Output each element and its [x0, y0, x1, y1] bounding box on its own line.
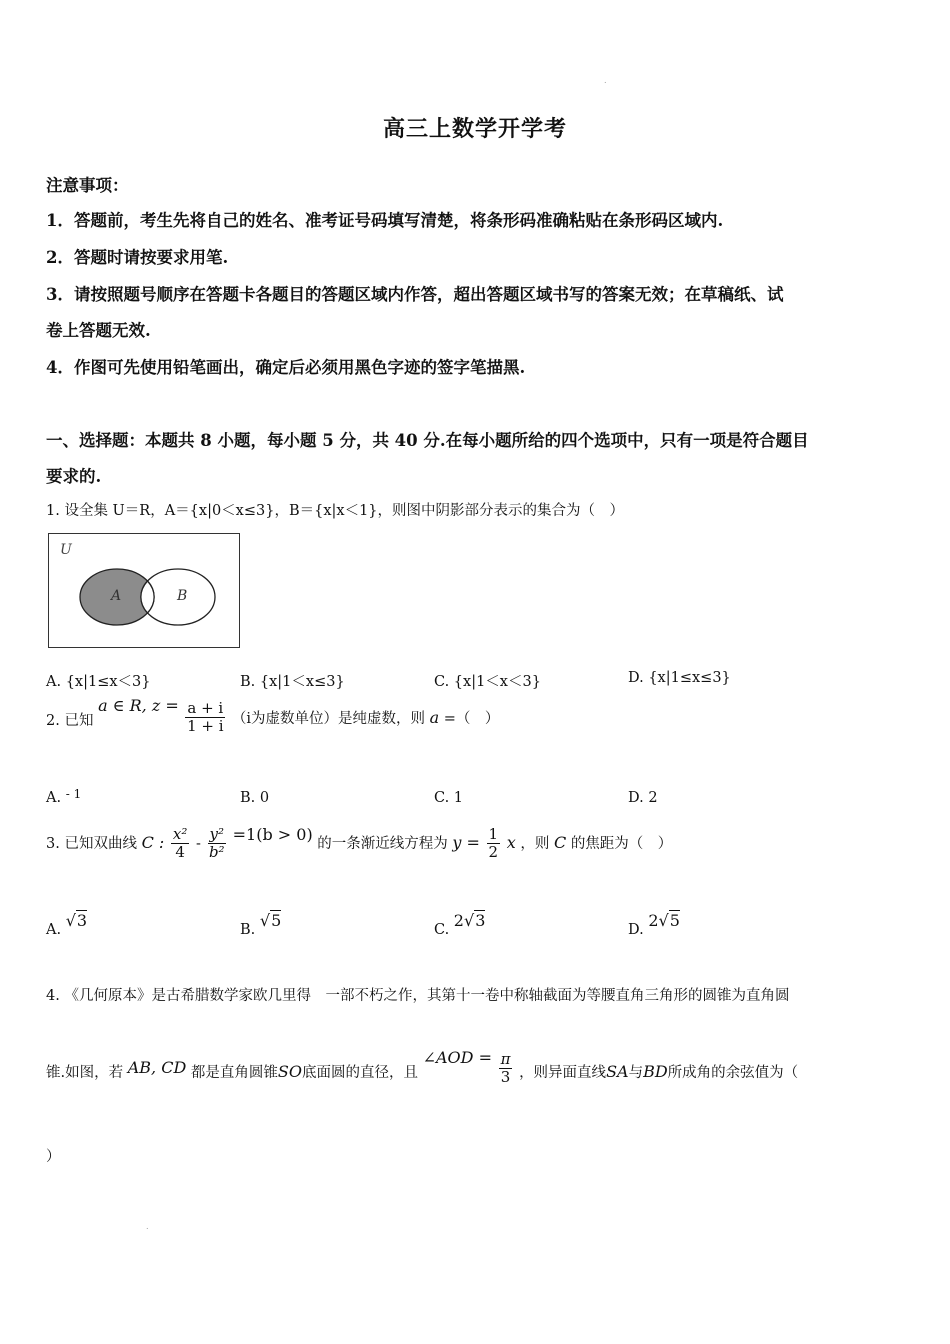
q1-option-d: D. {x|1≤x≤3} [628, 670, 731, 686]
q2-option-a-label: A. [46, 790, 62, 806]
q2-option-c: C. 1 [434, 790, 464, 806]
q4-text-b: 都是直角圆锥 [190, 1064, 278, 1081]
venn-label-u: U [60, 542, 72, 558]
q3-option-d-value: 5 [669, 911, 680, 930]
q3-asym-y: y = [452, 832, 480, 852]
section-heading-cont: 要求的. [46, 467, 102, 486]
q3-prefix: 3. 已知双曲线 [46, 835, 137, 852]
scan-mark-bottom: . [146, 1222, 149, 1231]
q3-asym-x: x [506, 832, 516, 852]
scan-mark-top: . [604, 76, 607, 85]
q4-text-a: 锥.如图，若 [46, 1064, 124, 1081]
q3-frac-x [171, 826, 189, 862]
venn-svg [49, 534, 239, 647]
question-4-line-1: 4. 《几何原本》是古希腊数学家欧几里得 一部不朽之作，其第十一卷中称轴截面为等腰直角三角形的圆锥为直角圆 [46, 988, 790, 1004]
q3-four: 4 [175, 843, 185, 862]
q2-frac-num: a + i [187, 699, 224, 717]
q2-suffix-1: （ [231, 710, 247, 727]
q2-expr: a ∈ R, z = [98, 695, 179, 715]
q1-option-b: B. {x|1＜x≤3} [240, 674, 345, 690]
q1-option-c: C. {x|1＜x＜3} [434, 674, 541, 690]
q4-angle: ∠AOD = [422, 1047, 492, 1067]
question-4-line-2 [46, 1047, 799, 1091]
q3-option-a [46, 911, 88, 938]
q2-prefix: 2. 已知 [46, 712, 94, 729]
q3-tail-2: 的焦距为（ ） [570, 835, 673, 852]
notice-item-4: 4．作图可先使用铅笔画出，确定后必须用黑色字迹的签字笔描黑. [46, 358, 526, 377]
q3-option-d-coef: 2 [648, 911, 659, 930]
q3-option-d-label: D. [628, 922, 644, 938]
q3-tail-1: ，则 [520, 835, 550, 852]
q3-option-a-value: 3 [76, 911, 88, 930]
q2-option-a [46, 787, 82, 806]
q4-pi: π [500, 1050, 511, 1068]
q3-frac-y [208, 826, 227, 862]
q3-option-b [240, 911, 282, 938]
q4-sa: SA [606, 1061, 629, 1081]
q3-c-label: C : [141, 832, 165, 852]
q3-option-c [434, 911, 486, 938]
q3-option-b-value: 5 [271, 911, 282, 930]
page-title: 高三上数学开学考 [382, 116, 567, 142]
q3-option-a-label: A. [46, 922, 62, 938]
q4-text-d: ，则异面直线 [519, 1064, 607, 1081]
venn-label-a: A [111, 588, 122, 604]
q4-bd: BD [643, 1061, 668, 1081]
q4-frac-pi [499, 1051, 513, 1087]
q3-c-symbol: C [553, 832, 567, 852]
q2-frac-den: 1 + i [187, 717, 224, 736]
q3-option-b-label: B. [240, 922, 256, 938]
q3-option-d-math: 2√5 [648, 911, 680, 930]
question-2-stem [46, 695, 500, 737]
q3-y2: y² [209, 825, 224, 843]
q4-ab-cd: AB, CD [127, 1057, 187, 1077]
q2-suffix-3: =（ ） [443, 710, 500, 727]
q2-option-d: D. 2 [628, 790, 658, 806]
q4-text-c: 底面圆的直径，且 [301, 1064, 418, 1081]
q3-b2: b² [208, 843, 225, 862]
notice-heading: 注意事项： [46, 176, 129, 195]
q2-fraction [185, 700, 225, 736]
notice-item-3: 3．请按照题号顺序在答题卡各题目的答题区域内作答，超出答题区域书写的答案无效；在草稿纸、试 [46, 285, 784, 304]
q4-so: SO [277, 1061, 302, 1081]
q2-option-b: B. 0 [240, 790, 270, 806]
question-1-stem: 1. 设全集 U＝R，A＝{x|0＜x≤3}，B＝{x|x＜1}，则图中阴影部分表示的集合为（ ） [46, 503, 625, 519]
q4-three: 3 [500, 1068, 511, 1087]
q3-eq-tail: =1(b > 0) [232, 824, 313, 844]
question-4-line-3: ） [46, 1149, 61, 1165]
q3-half-den: 2 [488, 843, 499, 862]
q3-minus: - [195, 835, 201, 852]
q4-text-e: 与 [628, 1064, 644, 1081]
q3-option-c-coef: 2 [453, 911, 464, 930]
q3-x2: x² [172, 825, 188, 843]
q3-mid: 的一条渐近线方程为 [317, 835, 448, 852]
notice-item-3-cont: 卷上答题无效. [46, 321, 151, 340]
venn-label-b: B [177, 588, 188, 604]
q1-option-a: A. {x|1≤x＜3} [46, 674, 151, 690]
q3-option-c-math: 2√3 [453, 911, 486, 930]
q3-option-b-math: √5 [259, 911, 282, 930]
q3-half-num: 1 [488, 825, 499, 843]
venn-diagram [48, 533, 240, 648]
q2-i-symbol: i [246, 710, 251, 727]
q3-frac-half [487, 826, 501, 862]
q3-option-a-math: √3 [65, 911, 88, 930]
notice-item-2: 2．答题时请按要求用笔. [46, 248, 229, 267]
q2-suffix-2: 为虚数单位）是纯虚数，则 [250, 710, 425, 727]
q2-option-a-value: - 1 [65, 787, 82, 801]
q4-text-f: 所成角的余弦值为（ [667, 1064, 799, 1081]
notice-item-1: 1．答题前，考生先将自己的姓名、准考证号码填写清楚，将条形码准确粘贴在条形码区域内. [46, 211, 724, 230]
q3-option-c-value: 3 [475, 911, 486, 930]
q2-a-symbol: a [429, 707, 440, 727]
q3-option-d [628, 911, 680, 938]
question-3-stem [46, 826, 672, 862]
section-heading: 一、选择题：本题共 8 小题，每小题 5 分，共 40 分.在每小题所给的四个选项中，只有一项是符合题目 [46, 431, 809, 450]
q3-option-c-label: C. [434, 922, 450, 938]
